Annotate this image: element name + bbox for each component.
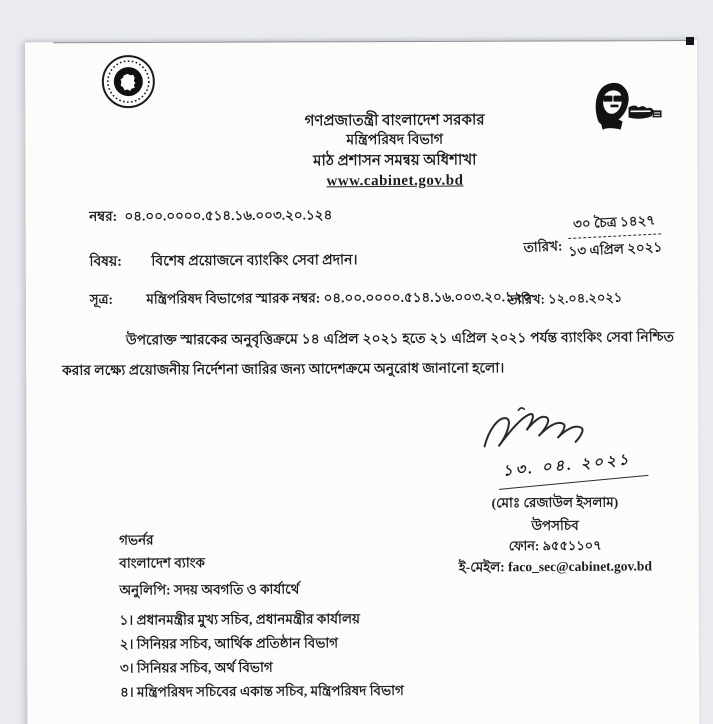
copies-list <box>120 604 404 702</box>
copy-item: ৩। সিনিয়র সচিব, অর্থ বিভাগ <box>119 659 273 676</box>
signatory-designation: উপসচিব <box>531 517 579 534</box>
email-label: ই-মেইল: <box>458 559 505 575</box>
branch-name: মাঠ প্রশাসন সমন্বয় অধিশাখা <box>313 152 477 170</box>
copy-item: ৪। মন্ত্রিপরিষদ সচিবের একান্ত সচিব, মন্ত্রিপরিষদ বিভাগ <box>120 682 404 700</box>
recipient-organization: বাংলাদেশ ব্যাংক <box>119 555 206 571</box>
handwritten-signature <box>434 401 675 490</box>
body-paragraph: উপরোক্ত স্মারকের অনুবৃত্তিক্রমে ১৪ এপ্রিল ২০২১ হতে ২১ এপ্রিল ২০২১ পর্যন্ত ব্যাংকিং সেবা নিশ্চিত করার লক্ষ্যে প্রয়োজনীয় নির্দেশনা জারির জন্য আদেশক্রমে অনুরোধ জানানো হলো। <box>62 329 674 379</box>
signatory-phone: ফোন: ৯৫৫১১০৭ <box>508 537 602 554</box>
government-seal-icon <box>100 53 156 109</box>
mujib-borsho-logo-icon <box>592 77 672 135</box>
reference-row <box>90 286 532 312</box>
subject-label: বিষয়: <box>89 254 122 270</box>
division-name: মন্ত্রিপরিষদ বিভাগ <box>346 132 444 149</box>
memo-number-label: নম্বর: <box>89 208 118 224</box>
signature-block <box>434 401 675 577</box>
government-name: গণপ্রজাতন্ত্রী বাংলাদেশ সরকার <box>304 112 485 130</box>
website-link: www.cabinet.gov.bd <box>326 172 464 190</box>
reference-label: সূত্র: <box>89 291 114 307</box>
date-label: তারিখ: <box>523 237 563 255</box>
memo-number-row <box>89 204 332 228</box>
copy-item: ১। প্রধানমন্ত্রীর মুখ্য সচিব, প্রধানমন্ত্রীর কার্যালয় <box>119 611 360 628</box>
handwritten-date: ১৩. ০৪. ২০২১ <box>502 451 633 480</box>
email-address: faco_sec@cabinet.gov.bd <box>508 558 652 575</box>
signatory-email-row <box>435 555 675 577</box>
reference-date: তারিখ: ১২.০৪.২০২১ <box>507 289 623 308</box>
letter-content <box>24 39 700 724</box>
recipient-title: গভর্নর <box>119 532 154 548</box>
letterhead <box>215 110 575 192</box>
signatory-name: (মোঃ রেজাউল ইসলাম) <box>491 494 619 511</box>
date-block <box>522 209 663 266</box>
date-bangla: ৩০ চৈত্র ১৪২৭ <box>572 212 656 232</box>
date-stack <box>567 209 663 264</box>
subject-text: বিশেষ প্রয়োজনে ব্যাংকিং সেবা প্রদান। <box>151 253 358 270</box>
recipient-block <box>119 528 205 575</box>
letter-paper <box>25 40 699 724</box>
copy-item: ২। সিনিয়র সচিব, আর্থিক প্রতিষ্ঠান বিভাগ <box>119 635 339 652</box>
copies-heading: অনুলিপি: সদয় অবগতি ও কার্যার্থে <box>119 581 300 598</box>
subject-row <box>89 248 357 274</box>
date-gregorian: ১৩ এপ্রিল ২০২১ <box>568 239 663 259</box>
memo-number-value: ০৪.০০.০০০০.৫১৪.১৬.০০৩.২০.১২৪ <box>124 207 333 224</box>
reference-text: মন্ত্রিপরিষদ বিভাগের স্মারক নম্বর: ০৪.০০.০০০০.৫১৪.১৬.০০৩.২০.১২০ <box>146 289 532 307</box>
